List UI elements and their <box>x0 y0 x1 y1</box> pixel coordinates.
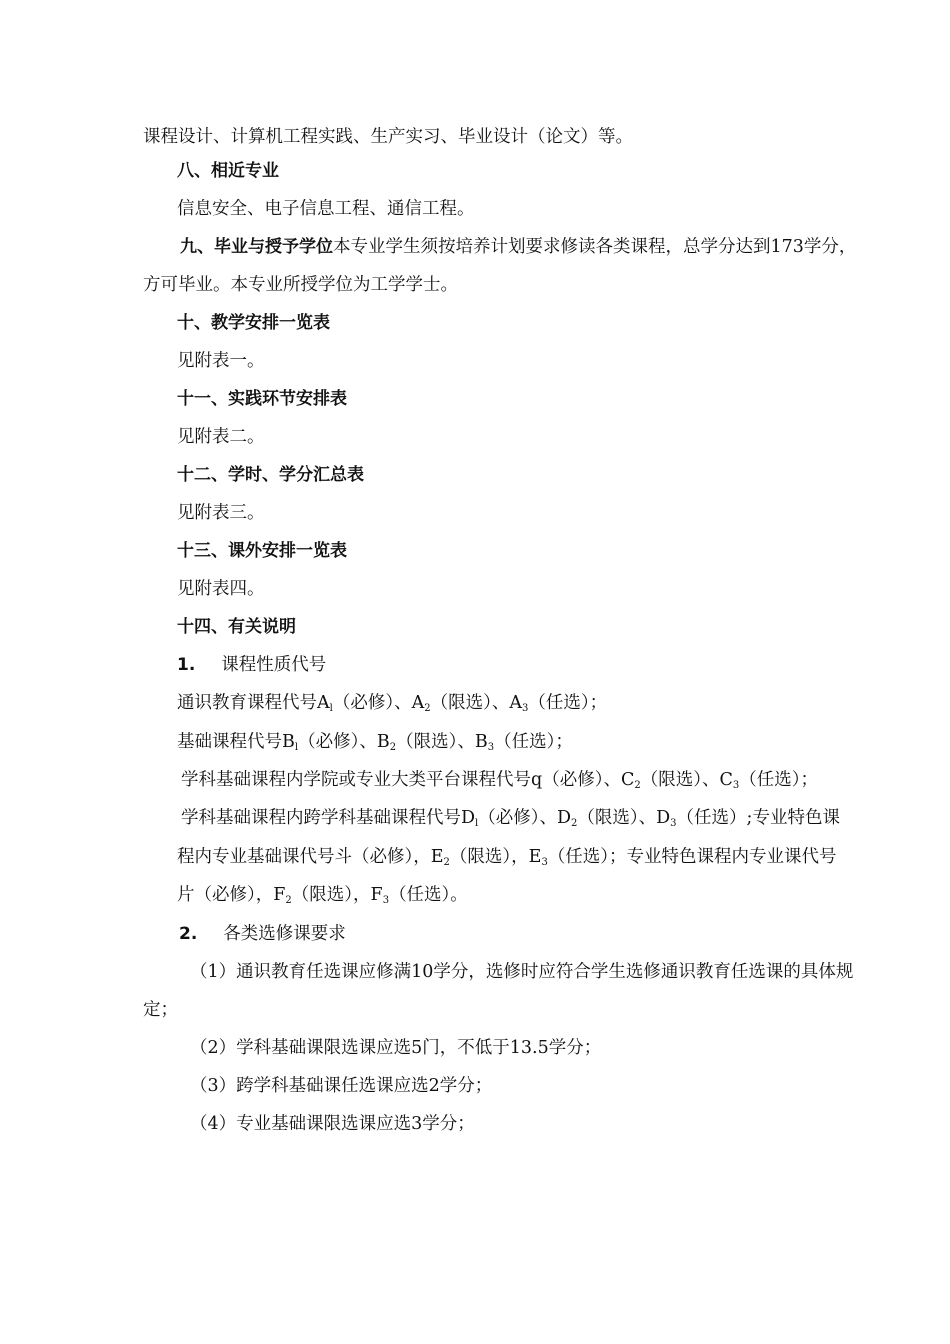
subscript: 2 <box>285 895 292 906</box>
subsection-number: 1. <box>177 655 196 675</box>
code-line-c <box>181 769 818 791</box>
text-span: （任选）;专业特色课 <box>676 808 840 828</box>
requirement-item: （1）通识教育任选课应修满10学分，选修时应符合学生选修通识教育任选课的具体规 <box>190 962 854 982</box>
section-heading: 十二、学时、学分汇总表 <box>177 465 364 485</box>
subscript: l <box>475 818 479 829</box>
paragraph-line: 定； <box>143 1000 178 1020</box>
code-line-e <box>177 846 837 868</box>
text-span: （限选）、A <box>430 693 522 713</box>
paragraph-line: 见附表一。 <box>177 351 265 371</box>
subsection-number: 2. <box>179 924 198 944</box>
section-heading: 十四、有关说明 <box>177 617 296 637</box>
text-span: （任选）。 <box>389 885 468 905</box>
text-span: （任选）； <box>494 732 573 752</box>
paragraph-line: 课程设计、计算机工程实践、生产实习、毕业设计（论文）等。 <box>143 127 633 147</box>
paragraph-line: 见附表三。 <box>177 503 265 523</box>
text-span: （限选），F <box>291 885 383 905</box>
paragraph-line <box>180 236 856 258</box>
code-line-b <box>177 731 573 753</box>
subscript: 3 <box>732 780 740 791</box>
text-span: 片（必修），F <box>177 885 286 905</box>
subscript: 2 <box>634 780 641 791</box>
subscript: 2 <box>571 818 578 829</box>
text-span: （限选）、C <box>640 770 733 790</box>
requirement-item: （4）专业基础课限选课应选3学分； <box>190 1114 475 1134</box>
text-span: （任选）； <box>528 693 608 713</box>
subscript: 2 <box>424 703 431 714</box>
subscript: 2 <box>443 857 450 868</box>
subscript: l <box>329 703 333 714</box>
subscript: 2 <box>389 742 397 753</box>
subscript: 3 <box>522 703 529 714</box>
paragraph-line: 见附表二。 <box>177 427 265 447</box>
text-span: （必修）、D <box>478 808 572 828</box>
subscript: 3 <box>487 742 495 753</box>
requirement-item: （3）跨学科基础课任选课应选2学分； <box>190 1076 493 1096</box>
section-heading: 十一、实践环节安排表 <box>177 389 347 409</box>
text-span: （限选）、B <box>396 732 488 752</box>
subscript: 3 <box>541 857 548 868</box>
subscript: l <box>294 742 299 753</box>
paragraph-line: 信息安全、电子信息工程、通信工程。 <box>177 199 475 219</box>
subsection-title: 各类选修课要求 <box>223 924 346 944</box>
requirement-item: （2）学科基础课限选课应选5门，不低于13.5学分； <box>190 1038 602 1058</box>
paragraph-line: 方可毕业。本专业所授学位为工学学士。 <box>143 275 458 295</box>
subscript: 3 <box>670 818 677 829</box>
text-span: （限选），E <box>449 847 542 867</box>
text-span: 通识教育课程代号A <box>177 693 330 713</box>
code-line-f <box>177 884 468 906</box>
text-span: （限选）、D <box>577 808 671 828</box>
subscript: 3 <box>382 895 390 906</box>
subsection-heading <box>179 923 346 945</box>
paragraph-text: 本专业学生须按培养计划要求修读各类课程，总学分达到173学分， <box>333 237 857 257</box>
subsection-title: 课程性质代号 <box>221 655 327 675</box>
text-span: （必修）、A <box>332 693 425 713</box>
code-line-a <box>177 692 607 714</box>
text-span: （必修）、B <box>298 732 390 752</box>
text-span: （任选）； <box>739 770 818 790</box>
text-span: 基础课程代号B <box>177 732 295 752</box>
paragraph-line: 见附表四。 <box>177 579 265 599</box>
subsection-heading <box>177 654 326 676</box>
section-heading: 九、毕业与授予学位 <box>180 237 333 257</box>
text-span: （任选）；专业特色课程内专业课代号 <box>547 847 837 867</box>
text-span: 学科基础课程内跨学科基础课程代号D <box>181 808 476 828</box>
text-span: 学科基础课程内学院或专业大类平台课程代号q（必修）、C <box>181 770 635 790</box>
text-span: 程内专业基础课代号斗（必修），E <box>177 847 444 867</box>
code-line-d <box>181 807 840 829</box>
section-heading: 十、教学安排一览表 <box>177 313 330 333</box>
section-heading: 八、相近专业 <box>177 161 279 181</box>
section-heading: 十三、课外安排一览表 <box>177 541 347 561</box>
